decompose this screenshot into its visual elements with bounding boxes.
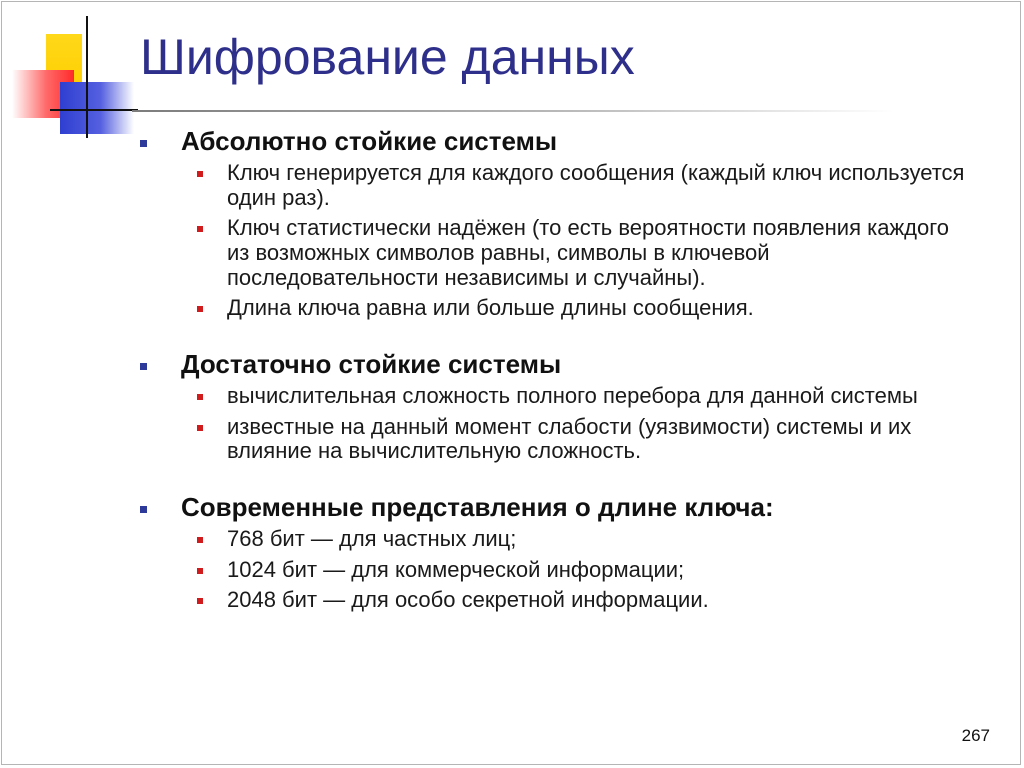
list-item [197,161,1000,210]
section-heading-row [140,349,1000,380]
square-bullet-icon [197,537,203,543]
list-item [197,415,1000,464]
list-item-text: известные на данный момент слабости (уязвимости) системы и их влияние на вычислительную сложность. [227,413,912,464]
list-item-text: 1024 бит — для коммерческой информации; [227,556,685,582]
list-item [197,588,1000,613]
section-key-length [140,492,1000,613]
square-bullet-icon [197,171,203,177]
list-item [197,384,1000,409]
square-bullet-icon [197,425,203,431]
list-item [197,527,1000,552]
list-item-text: Длина ключа равна или больше длины сообщения. [227,295,754,321]
square-bullet-icon [197,306,203,312]
square-bullet-icon [197,598,203,604]
square-bullet-icon [197,568,203,574]
slide-content [140,126,1000,619]
square-bullet-icon [140,140,147,147]
section-heading: Современные представления о длине ключа: [181,492,774,522]
section-heading: Абсолютно стойкие системы [181,126,558,156]
section-heading: Достаточно стойкие системы [181,348,562,379]
list-item [197,296,1000,321]
section-heading-row [140,492,1000,523]
page-number: 267 [961,726,990,745]
list-item [197,216,1000,290]
square-bullet-icon [197,394,203,400]
list-item [197,558,1000,583]
section-heading-row [140,126,1000,157]
list-item-text: 2048 бит — для особо секретной информации. [227,587,709,613]
slide-title: Шифрование данных [140,29,635,85]
section-sufficiently-secure [140,349,1000,464]
list-item-text: Ключ генерируется для каждого сообщения (каждый ключ используется один раз). [227,160,965,210]
title-underline [132,110,894,112]
square-bullet-icon [197,226,203,232]
decorative-blue-square [60,82,134,134]
list-item-text: 768 бит — для частных лиц; [227,526,517,552]
decorative-vertical-line [86,16,88,138]
decorative-horizontal-line [50,109,138,111]
square-bullet-icon [140,506,147,513]
section-absolutely-secure [140,126,1000,321]
list-item-text: Ключ статистически надёжен (то есть вероятности появления каждого из возможных символов равны, символы в ключевой последовательности независимы и случайны). [227,215,950,290]
square-bullet-icon [140,363,147,370]
list-item-text: вычислительная сложность полного перебора для данной системы [227,383,918,409]
